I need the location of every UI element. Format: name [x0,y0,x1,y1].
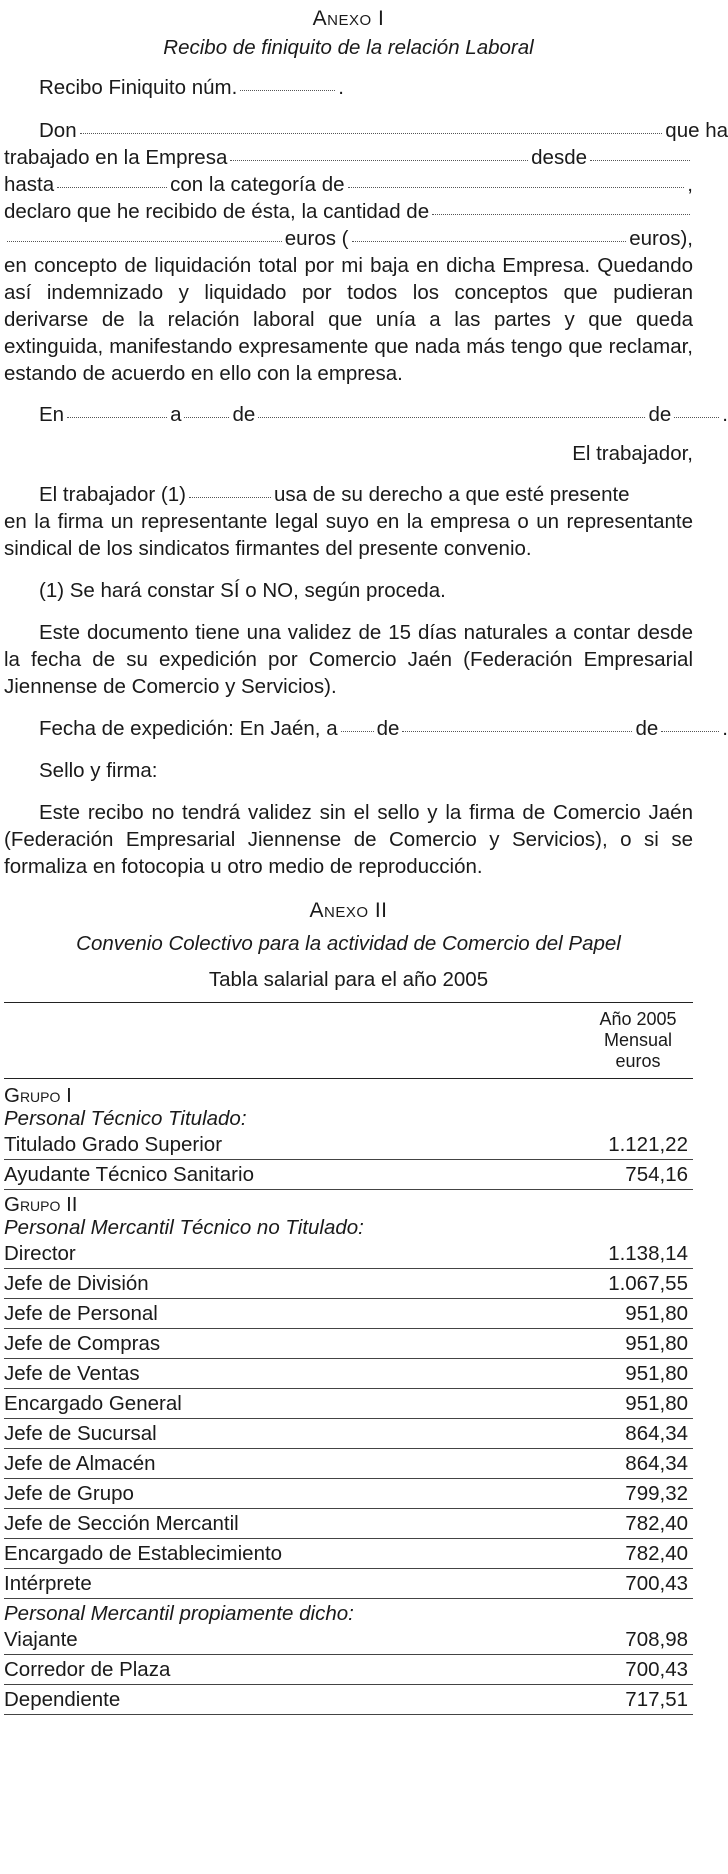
table-row: Dependiente 717,51 [4,1685,693,1715]
category-label: Personal Técnico Titulado: [4,1107,247,1130]
table-row: Encargado General 951,80 [4,1389,693,1419]
column-header-year: Año 2005 Mensual euros [583,1003,693,1079]
nota-text: (1) Se hará constar SÍ o NO, según proceda. [39,579,446,602]
group-2-label: Grupo II [4,1193,78,1216]
table-row: Intérprete 700,43 [4,1569,693,1599]
sello-text: Sello y firma: [39,759,158,782]
table-row: Corredor de Plaza 700,43 [4,1655,693,1685]
recibo-label: Recibo Finiquito núm. [39,76,238,99]
declaro-line: declaro que he recibido de ésta, la cantidad de [4,198,693,225]
liquidacion-paragraph: en concepto de liquidación total por mi baja en dicha Empresa. Quedando así indemnizado y liquidado por todos los conceptos que pudieran derivarse de la relación laboral que unía a las partes y que queda extinguida, manifestando expresamente que nada más tengo que reclamar, estando de acuerdo en ello con la empresa. [4,254,693,385]
table-row: Jefe de Personal 951,80 [4,1299,693,1329]
table-row: Jefe de Sección Mercantil 782,40 [4,1509,693,1539]
table-header-blank [4,1003,583,1079]
table-row: Jefe de Ventas 951,80 [4,1359,693,1389]
mes-field[interactable] [258,416,645,418]
validez-paragraph: Este documento tiene una validez de 15 días naturales a contar desde la fecha de su expedición por Comercio Jaén (Federación Empresarial Jiennense de Comercio y Servicios). [4,621,693,698]
table-title: Tabla salarial para el año 2005 [208,968,489,991]
table-row: Ayudante Técnico Sanitario 754,16 [4,1160,693,1190]
empresa-field[interactable] [230,159,528,161]
table-row: Jefe de Grupo 799,32 [4,1479,693,1509]
cantidad-numero-field[interactable] [7,240,282,242]
trabajado-line: trabajado en la Empresa desde [4,144,693,171]
trabajador-line: El trabajador (1) usa de su derecho a que esté presente [39,483,630,506]
anexo-2-title: Convenio Colectivo para la actividad de Comercio del Papel [76,932,621,955]
cantidad-field[interactable] [432,213,690,215]
anexo-2-heading: Anexo II [309,899,388,922]
don-line: Don que ha [39,119,728,142]
table-row: Jefe de División 1.067,55 [4,1269,693,1299]
exp-mes-field[interactable] [402,730,632,732]
si-no-field[interactable] [189,496,271,498]
group-heading-row [4,1190,693,1240]
anio-field[interactable] [674,416,719,418]
don-name-field[interactable] [80,132,663,134]
euros-line: euros ( euros), [4,225,693,252]
table-row: Jefe de Sucursal 864,34 [4,1419,693,1449]
anexo-1-heading: Anexo I [312,7,385,30]
desde-field[interactable] [590,159,690,161]
table-row: Titulado Grado Superior 1.121,22 [4,1130,693,1160]
table-row: Director 1.138,14 [4,1239,693,1269]
dia-field[interactable] [184,416,229,418]
anexo-1-title: Recibo de finiquito de la relación Laboral [163,36,534,59]
representante-paragraph: en la firma un representante legal suyo en la empresa o un representante sindical de los sindicatos firmantes del presente convenio. [4,510,693,560]
salary-table [4,1002,693,1715]
group-heading-row [4,1079,693,1131]
category-label: Personal Mercantil Técnico no Titulado: [4,1216,364,1239]
exp-dia-field[interactable] [341,730,374,732]
table-header-row [4,1003,693,1079]
hasta-field[interactable] [57,186,167,188]
table-row: Encargado de Establecimiento 782,40 [4,1539,693,1569]
category-label: Personal Mercantil propiamente dicho: [4,1602,354,1625]
group-1-label: Grupo I [4,1084,72,1107]
document-page [0,4,728,1715]
table-row: Jefe de Almacén 864,34 [4,1449,693,1479]
cantidad-letra-field[interactable] [352,240,627,242]
trabajador-signature: El trabajador, [572,442,693,465]
recibo-validez-paragraph: Este recibo no tendrá validez sin el sello y la firma de Comercio Jaén (Federación Empresarial Jiennense de Comercio y Servicios), o si se formaliza en fotocopia u otro medio de reproducción. [4,801,693,878]
category-heading-row [4,1599,693,1626]
recibo-line: Recibo Finiquito núm. . [39,76,344,99]
categoria-field[interactable] [348,186,685,188]
table-row: Viajante 708,98 [4,1625,693,1655]
lugar-fecha-line: En a de de . [39,403,728,426]
hasta-line: hasta con la categoría de , [4,173,693,196]
table-row: Jefe de Compras 951,80 [4,1329,693,1359]
recibo-number-field[interactable] [240,89,335,91]
exp-anio-field[interactable] [661,730,719,732]
lugar-field[interactable] [67,416,167,418]
fecha-expedicion-line: Fecha de expedición: En Jaén, a de de . [39,717,728,740]
